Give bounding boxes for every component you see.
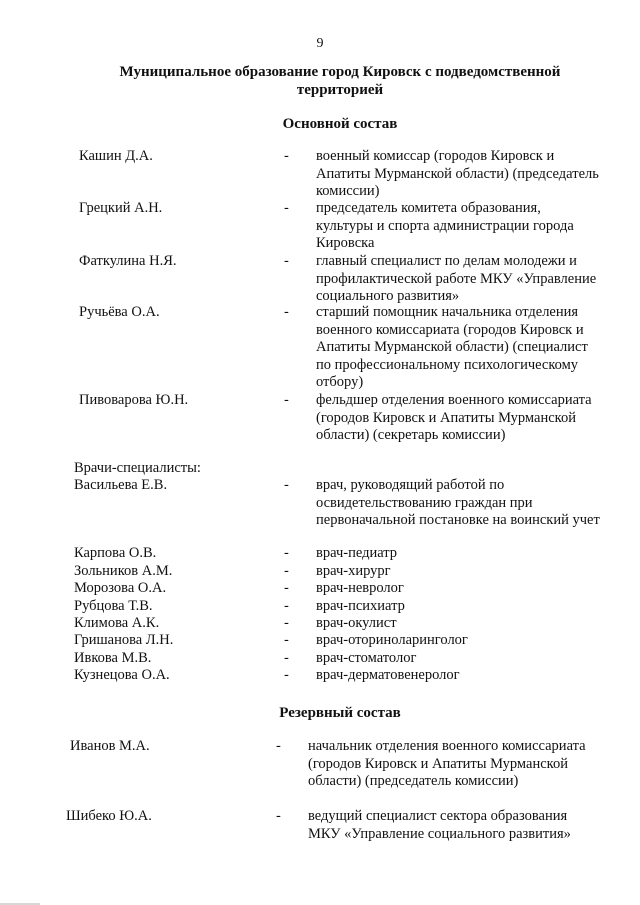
member-name: Фаткулина Н.Я.: [79, 253, 177, 269]
member-role: начальник отделения военного комиссариата (городов Кировск и Апатиты Мурманской области) (председатель комиссии): [308, 738, 586, 789]
member-name: Иванов М.А.: [70, 738, 150, 754]
dash-separator: -: [284, 632, 289, 648]
member-name: Ивкова М.В.: [74, 650, 152, 666]
member-name: Гришанова Л.Н.: [74, 632, 174, 648]
member-name: Карпова О.В.: [74, 545, 157, 561]
member-name: Кашин Д.А.: [79, 148, 153, 164]
member-name: Кузнецова О.А.: [74, 667, 170, 683]
member-role: председатель комитета образования, культуры и спорта администрации города Кировска: [316, 200, 574, 251]
member-name: Зольников А.М.: [74, 563, 173, 579]
member-role: врач-невролог: [316, 580, 404, 596]
dash-separator: -: [284, 615, 289, 631]
specialists-label: Врачи-специалисты:: [74, 460, 201, 476]
member-role: старший помощник начальника отделения военного комиссариата (городов Кировск и Апатиты Мурманской области) (специалист по профессиональному психологическому отбору): [316, 304, 588, 390]
dash-separator: -: [284, 580, 289, 596]
member-name: Климова А.К.: [74, 615, 160, 631]
member-role: фельдшер отделения военного комиссариата (городов Кировск и Апатиты Мурманской области) (секретарь комиссии): [316, 392, 592, 443]
dash-separator: -: [284, 477, 289, 493]
member-name: Пивоварова Ю.Н.: [79, 392, 189, 408]
dash-separator: -: [276, 738, 281, 754]
member-name: Ручьёва О.А.: [79, 304, 160, 320]
member-role: главный специалист по делам молодежи и профилактической работе МКУ «Управление социального развития»: [316, 253, 597, 304]
member-name: Шибеко Ю.А.: [66, 808, 152, 824]
document-title: Муниципальное образование город Кировск с подведомственной территорией: [119, 64, 561, 98]
dash-separator: -: [284, 545, 289, 561]
dash-separator: -: [284, 304, 289, 320]
dash-separator: -: [284, 392, 289, 408]
member-role: врач-стоматолог: [316, 650, 417, 666]
dash-separator: -: [284, 253, 289, 269]
member-role: врач-дерматовенеролог: [316, 667, 460, 683]
page-number: 9: [316, 36, 324, 51]
dash-separator: -: [284, 148, 289, 164]
member-role: врач, руководящий работой по освидетельствованию граждан при первоначальной постановке на воинский учет: [316, 477, 600, 528]
member-role: врач-педиатр: [316, 545, 398, 561]
main-section-heading: Основной состав: [282, 116, 398, 132]
member-role: военный комиссар (городов Кировск и Апатиты Мурманской области) (председатель комиссии): [316, 148, 599, 199]
member-name: Рубцова Т.В.: [74, 598, 153, 614]
member-role: врач-хирург: [316, 563, 391, 579]
member-name: Васильева Е.В.: [74, 477, 168, 493]
member-name: Грецкий А.Н.: [79, 200, 163, 216]
dash-separator: -: [284, 563, 289, 579]
dash-separator: -: [276, 808, 281, 824]
member-role: врач-окулист: [316, 615, 397, 631]
dash-separator: -: [284, 650, 289, 666]
member-name: Морозова О.А.: [74, 580, 167, 596]
member-role: врач-оториноларинголог: [316, 632, 468, 648]
dash-separator: -: [284, 200, 289, 216]
dash-separator: -: [284, 598, 289, 614]
member-role: врач-психиатр: [316, 598, 405, 614]
member-role: ведущий специалист сектора образования МКУ «Управление социального развития»: [308, 808, 571, 842]
dash-separator: -: [284, 667, 289, 683]
reserve-section-heading: Резервный состав: [279, 705, 401, 721]
